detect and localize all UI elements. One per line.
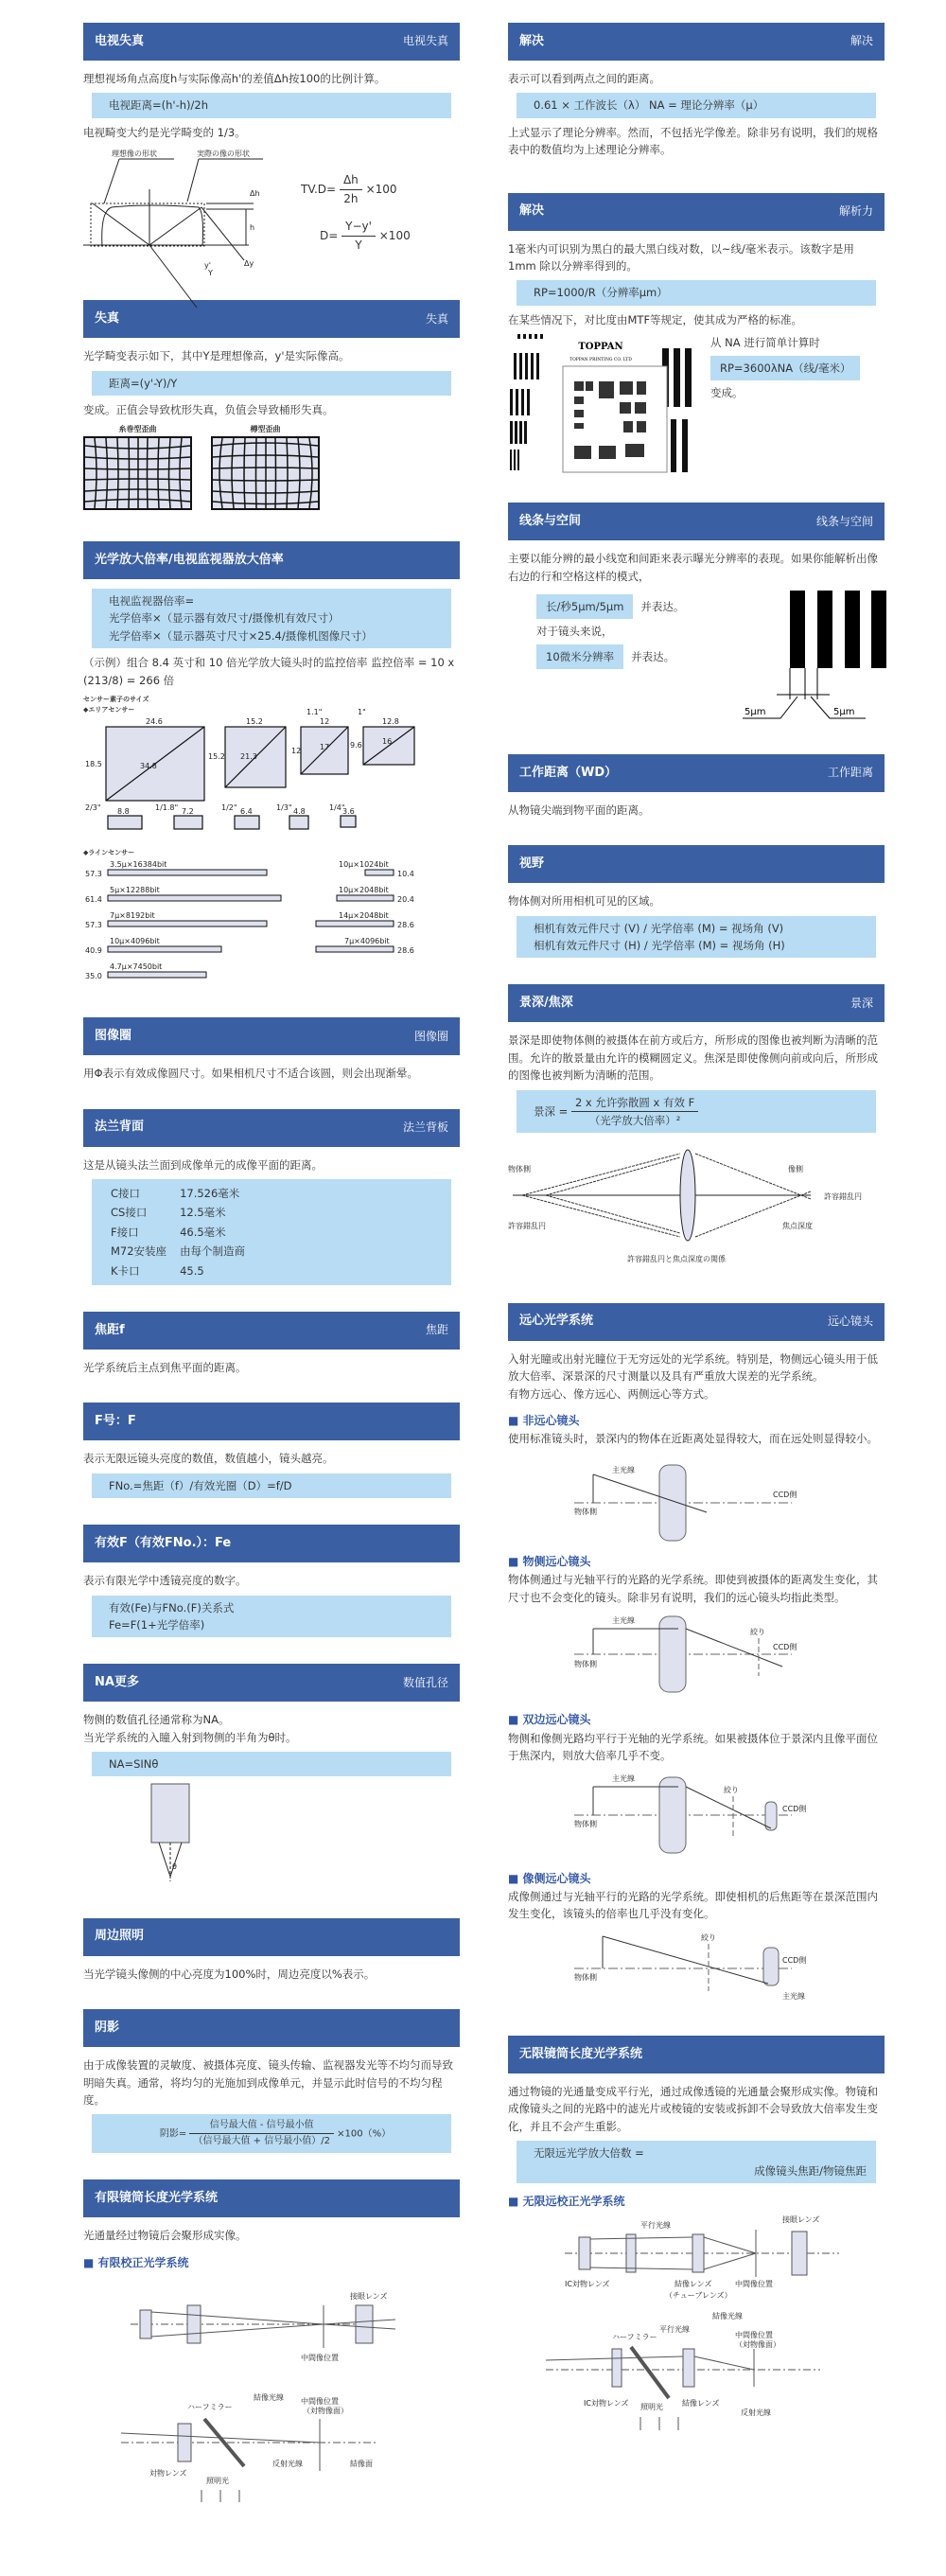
svg-text:7μ×8192bit: 7μ×8192bit: [110, 910, 155, 920]
svg-text:主光線: 主光線: [612, 1615, 635, 1625]
table-row: CS接口 12.5毫米: [111, 1206, 226, 1220]
section-header: 无限镜筒长度光学系统: [508, 2036, 885, 2073]
barrel-grid: [211, 436, 320, 510]
section-note: 电视畸变大约是光学畸变的 1/3。: [83, 125, 246, 139]
formula-box: 电视距离=(h'-h)/2h: [92, 93, 451, 117]
svg-text:15.2: 15.2: [208, 752, 225, 762]
section-header: 有限镜筒长度光学系统: [83, 2179, 460, 2217]
svg-text:実際の像の形状: 実際の像の形状: [197, 150, 250, 159]
svg-text:28.6: 28.6: [397, 945, 414, 955]
svg-text:主光線: 主光線: [612, 1465, 635, 1474]
area-sensor-label: ◆エリアセンサー: [83, 706, 135, 715]
section-effective-f: [83, 1525, 460, 1637]
svg-text:結像面: 結像面: [350, 2460, 373, 2469]
svg-text:3.6: 3.6: [342, 807, 355, 817]
formula-box: 距离=(y'-Y)/Y: [92, 371, 451, 396]
svg-text:ハーフミラー: ハーフミラー: [187, 2403, 233, 2412]
section-header: 法兰背面 法兰背板: [83, 1109, 460, 1147]
svg-text:物体側: 物体側: [574, 1659, 597, 1668]
svg-text:7.2: 7.2: [182, 807, 194, 817]
svg-text:物体側: 物体側: [574, 1972, 597, 1982]
svg-text:24.6: 24.6: [146, 717, 163, 727]
svg-text:Y: Y: [208, 269, 213, 278]
section-desc: 这是从镜头法兰面到成像单元的成像平面的距离。: [83, 1157, 323, 1172]
svg-text:（チューブレンズ）: （チューブレンズ）: [665, 2291, 732, 2301]
section-title: 电视失真: [95, 33, 145, 48]
svg-text:CCD側: CCD側: [773, 1642, 797, 1651]
line-sensor-label: ◆ラインセンサー: [83, 848, 135, 856]
svg-text:57.3: 57.3: [85, 920, 102, 929]
section-header: 有效F（有效FNo.）：Fe: [83, 1525, 460, 1562]
svg-text:反射光線: 反射光線: [741, 2408, 771, 2417]
svg-text:12.8: 12.8: [382, 717, 399, 727]
svg-text:1/4": 1/4": [329, 803, 345, 813]
formula-box: FNo.=焦距（f）/有效光圈（D）=f/D: [92, 1473, 451, 1498]
svg-text:接眼レンズ: 接眼レンズ: [782, 2215, 820, 2225]
section-header: 周边照明: [83, 1918, 460, 1956]
section-tag: 电视失真: [402, 34, 448, 48]
bilateral-telecentric-diagram: [508, 1770, 885, 1855]
section-flange-back: [83, 1109, 460, 1285]
section-title: 失真: [95, 310, 120, 326]
svg-text:中間像位置: 中間像位置: [735, 2280, 773, 2289]
section-header: NA更多 数值孔径: [83, 1664, 460, 1702]
svg-text:結像レンズ: 結像レンズ: [682, 2398, 720, 2408]
infinite-diagram-2: [508, 2311, 885, 2434]
section-desc: 由于成像装置的灵敏度、被摄体亮度、镜头传输、监视器发光等不均匀而导致明暗失真。通常，将均匀的光施加到成像单元，并显示此时信号的不均匀程度。: [83, 2058, 453, 2108]
svg-text:理想像の形状: 理想像の形状: [112, 150, 157, 159]
section-header: 阴影: [83, 2009, 460, 2047]
line-sensor-diagram: [83, 858, 460, 986]
section-desc: 物侧的数值孔径通常称为NA。 当光学系统的入瞳入射到物侧的半角为θ时。: [83, 1713, 297, 1744]
svg-text:像側: 像側: [788, 1165, 803, 1174]
svg-text:4.8: 4.8: [293, 807, 306, 817]
svg-text:h: h: [250, 223, 255, 233]
section-tag: 失真: [425, 311, 448, 326]
section-desc: 用Φ表示有效成像圆尺寸。如果相机尺寸不适合该圆，则会出现渐晕。: [83, 1067, 419, 1081]
finite-diagram-2: [83, 2391, 460, 2504]
section-magnification: [83, 541, 460, 991]
svg-text:1/1.8": 1/1.8": [155, 803, 179, 813]
svg-text:主光線: 主光線: [612, 1774, 635, 1784]
svg-text:中間像位置: 中間像位置: [301, 2354, 339, 2363]
section-header: [83, 300, 460, 338]
section-infinite: 无限镜筒长度光学系统 通过物镜的光通量变成平行光，通过成像透镜的光通量会聚形成实像。物镜和成像镜头之间的光路中的滤光片或棱镜的安装或拆卸不会导致放大倍率发生变化，并且不会产生重影。 无限远光学放大倍数 = 成像镜头焦距/物镜焦距 ■ 无限远校正光学系统 平行光線 接眼レンズ IC対物レンズ 結像レンズ （チューブレンズ） 中間像位置 結像光線 平行光線 ハーフミラー 中間像位置 （対物像面） IC対物レンズ 照明光 結像レンズ 反射光線: [508, 2036, 885, 2439]
tv-distortion-figure: [83, 147, 460, 279]
section-desc: 光学系统后主点到焦平面的距离。: [83, 1360, 247, 1374]
svg-text:28.6: 28.6: [397, 920, 414, 929]
formula-box: 阴影= $\frac{\text{信号最大值 - 信号最小值}}{\text{（信号最大值 + 信号最小值）/2}}$ ×100（%）: [92, 2114, 451, 2153]
svg-text:3.5μ×16384bit: 3.5μ×16384bit: [110, 859, 167, 869]
svg-text:7μ×4096bit: 7μ×4096bit: [344, 936, 390, 945]
svg-text:中間像位置: 中間像位置: [301, 2397, 339, 2407]
sub-heading: ■ 有限校正光学系统: [83, 2254, 460, 2272]
tv-distortion-diagram: [83, 147, 282, 279]
sensor-size-label: センサー素子のサイズ: [83, 695, 149, 703]
mount-table: [109, 1183, 258, 1281]
svg-text:中間像位置: 中間像位置: [735, 2330, 773, 2339]
svg-text:y': y': [204, 261, 211, 271]
svg-text:14μ×2048bit: 14μ×2048bit: [339, 910, 389, 920]
section-shading: [83, 2009, 460, 2153]
table-row: F接口 46.5毫米: [111, 1225, 226, 1239]
svg-text:結像光線: 結像光線: [712, 2311, 743, 2320]
svg-text:絞り: 絞り: [724, 1786, 739, 1795]
svg-text:CCD側: CCD側: [782, 1805, 807, 1814]
table-row: M72安装座 由每个制造商: [111, 1244, 246, 1259]
svg-text:18.5: 18.5: [85, 760, 102, 769]
svg-text:12: 12: [320, 717, 330, 727]
na-diagram: [131, 1782, 244, 1886]
svg-text:34.8: 34.8: [140, 762, 157, 771]
svg-text:（対物像面）: （対物像面）: [735, 2339, 780, 2349]
svg-text:結像光線: 結像光線: [254, 2393, 284, 2403]
table-row: K卡口 45.5: [111, 1263, 204, 1278]
section-image-circle: [83, 1017, 460, 1082]
section-header: [83, 23, 460, 61]
barrel-label: 樽型歪曲: [250, 425, 281, 434]
svg-text:1.1": 1.1": [307, 708, 323, 717]
section-header: 视野: [508, 845, 885, 883]
section-header: 工作距离（WD） 工作距离: [508, 754, 885, 792]
image-telecentric-diagram: [508, 1929, 885, 2004]
svg-text:12: 12: [291, 747, 302, 756]
formula-box: 电视监视器倍率= 光学倍率×（显示器有效尺寸/摄像机有效尺寸） 光学倍率×（显示器英寸尺寸×25.4/摄像机图像尺寸）: [92, 589, 451, 648]
section-resolving-power: 解决 解析力 1毫米内可识别为黑白的最大黑白线对数，以~线/毫米表示。该数字是用 1mm 除以分辨率得到的。 RP=1000/R（分辨率μm） 在某些情况下，对比度由MTF等规定，使其成为严格的标准。 TOPPAN TOPPAN PRINTING CO. LTD 从 NA 进行简单计算时 RP=3600λNA（线/毫米） 变成。: [508, 193, 885, 477]
section-header: 图像圈 图像圈: [83, 1017, 460, 1055]
mount-table-box: [92, 1179, 451, 1285]
svg-text:4.7μ×7450bit: 4.7μ×7450bit: [110, 962, 163, 971]
svg-text:16: 16: [382, 737, 393, 747]
section-header: 焦距f 焦距: [83, 1312, 460, 1350]
non-telecentric-diagram: [508, 1454, 885, 1539]
section-note: 变成。正值会导致枕形失真，负值会导致桶形失真。: [83, 402, 334, 416]
section-working-distance: 工作距离（WD） 工作距离 从物镜尖端到物平面的距离。: [508, 754, 885, 819]
line-space-body: 长/秒5μm/5μm 并表达。 对于镜头来说， 10微米分辨率 并表达。 5μm 5μm: [508, 591, 885, 728]
section-header: 解决 解决: [508, 23, 885, 61]
svg-text:Δh: Δh: [250, 189, 260, 199]
section-na: [83, 1664, 460, 1892]
section-header: F号：F: [83, 1403, 460, 1440]
svg-text:2/3": 2/3": [85, 803, 101, 813]
section-desc: 光学畸变表示如下，其中Y是理想像高，y'是实际像高。: [83, 349, 350, 363]
pincushion-label: 糸巻型歪曲: [118, 425, 157, 434]
svg-text:TOPPAN PRINTING CO. LTD: TOPPAN PRINTING CO. LTD: [569, 358, 632, 363]
distortion-grids: [83, 424, 460, 515]
section-title: 光学放大倍率/电视监视器放大倍率: [95, 552, 284, 567]
section-dof: 景深/焦深 景深 景深是即使物体侧的被摄体在前方或后方，所形成的图像也被判断为清晰的范围。允许的散景量由允许的模糊圆定义。焦深是即使像侧向前或向后，所形成的图像也被判断为清晰的范围。 景深 = $\frac{\text{2 x 允许弥散圆 x 有效 F}}{\text{（光学放大倍率）²}}$ 物体側 像側 許容錯乱円 許容錯乱円 焦点深度 許容錯乱円と焦点深度の関係: [508, 984, 885, 1276]
resolving-side: 从 NA 进行简单计算时 RP=3600λNA（线/毫米） 变成。: [707, 334, 885, 476]
line-space-diagram: [743, 591, 885, 728]
section-focal-length: [83, 1312, 460, 1376]
svg-text:9.6: 9.6: [350, 741, 362, 750]
section-desc: 理想视场角点高度h与实际像高h'的差值Δh按100的比例计算。: [83, 72, 386, 85]
pincushion-grid: [83, 436, 192, 510]
right-column: [508, 23, 885, 2465]
svg-text:絞り: 絞り: [750, 1627, 765, 1636]
section-resolution: 解决 解决 表示可以看到两点之间的距离。 0.61 × 工作波长（λ） NA = 理论分辨率（μ） 上式显示了理论分辨率。然而，不包括光学像差。除非另有说明，我们的规格表中的数值均为上述理论分辨率。: [508, 23, 885, 159]
table-row: C接口 17.526毫米: [111, 1187, 240, 1201]
svg-text:17: 17: [320, 743, 330, 752]
svg-text:61.4: 61.4: [85, 894, 102, 904]
section-peripheral: [83, 1918, 460, 1983]
svg-text:許容錯乱円と焦点深度の関係: 許容錯乱円と焦点深度の関係: [627, 1255, 726, 1264]
section-header: 景深/焦深 景深: [508, 984, 885, 1022]
section-header: 远心光学系统 远心镜头: [508, 1303, 885, 1341]
svg-text:21.3: 21.3: [240, 752, 257, 762]
svg-text:5μ×12288bit: 5μ×12288bit: [110, 885, 160, 894]
svg-text:15.2: 15.2: [246, 717, 263, 727]
svg-text:35.0: 35.0: [85, 971, 102, 980]
svg-text:8.8: 8.8: [117, 807, 130, 817]
section-distortion: [83, 300, 460, 515]
svg-text:物体側: 物体側: [574, 1820, 597, 1829]
svg-text:57.3: 57.3: [85, 869, 102, 878]
svg-text:反射光線: 反射光線: [272, 2460, 303, 2469]
section-telecentric: 远心光学系统 远心镜头 入射光瞳或出射光瞳位于无穷远处的光学系统。特别是，物侧远心镜头用于低放大倍率、深景深的尺寸测量以及具有严重放大误差的光学系统。 有物方远心、像方远心、两侧远心等方式。 ■ 非远心镜头 使用标准镜头时，景深内的物体在近距离处显得较大，而在远处则显得较小。 主光線 CCD側 物体側 ■ 物侧远心镜头 物体侧通过与光轴平行的光路的光学系统。即使到被摄体的距离发生变化，其尺寸也不会变化的镜头。除非另有说明，我们的远心镜头均指此类型。 主光線 絞り CCD側 物体側 ■ 双边远心镜头 物侧和像侧光路均平行于光轴的光学系统。如果被摄体位于景深内且像平面位于焦深内，则放大倍率几乎不变。 主光線 絞り CCD側 物体側 ■ 像侧远心镜头 成像侧通过与光轴平行的光路的光学系统。即使相机的后焦距等在景深范围内发生变化，该镜头的倍率也几乎没有变化。 絞り CCD側 物体側 主光線: [508, 1303, 885, 2009]
toppan-chart: [508, 334, 707, 476]
svg-text:平行光線: 平行光線: [659, 2324, 690, 2334]
finite-diagram-1: [83, 2272, 460, 2386]
svg-text:照明光: 照明光: [206, 2477, 229, 2486]
section-desc: 表示无限远镜头亮度的数值，数值越小，镜头越亮。: [83, 1452, 334, 1466]
dof-diagram: [508, 1138, 885, 1271]
svg-text:物体側: 物体側: [508, 1165, 531, 1174]
svg-text:θ: θ: [172, 1862, 177, 1872]
svg-text:許容錯乱円: 許容錯乱円: [508, 1222, 546, 1231]
svg-text:平行光線: 平行光線: [640, 2221, 671, 2231]
section-line-space: 线条与空间 线条与空间 主要以能分辨的最小线宽和间距来表示曝光分辨率的表现。如果你能解析出像右边的行和空格这样的模式， 长/秒5μm/5μm 并表达。 对于镜头来说， 10微米分辨率 并表达。 5μm 5μm: [508, 503, 885, 728]
svg-text:10μ×4096bit: 10μ×4096bit: [110, 936, 160, 945]
svg-text:接眼レンズ: 接眼レンズ: [350, 2292, 388, 2302]
section-desc: 当光学镜头像侧的中心亮度为100%时，周边亮度以%表示。: [83, 1967, 376, 1981]
section-finite: [83, 2179, 460, 2509]
svg-text:CCD側: CCD側: [782, 1955, 807, 1965]
section-f-number: [83, 1403, 460, 1498]
section-desc: 光通量经过物镜后会聚形成实像。: [83, 2229, 247, 2243]
svg-text:1/3": 1/3": [276, 803, 292, 813]
tv-distortion-equations: TV.D= $\frac{\Delta h}{2h}$ ×100 D= $\frac{Y-y'}{Y}$ ×100: [301, 172, 411, 253]
svg-text:Δy: Δy: [244, 259, 254, 269]
left-column: [83, 23, 460, 2536]
svg-text:（対物像面）: （対物像面）: [303, 2407, 348, 2416]
section-header: 解决 解析力: [508, 193, 885, 231]
svg-text:6.4: 6.4: [240, 807, 253, 817]
svg-text:5μm: 5μm: [745, 706, 766, 717]
svg-text:焦点深度: 焦点深度: [782, 1222, 813, 1231]
formula-box: NA=SINθ: [92, 1752, 451, 1776]
svg-text:対物レンズ: 対物レンズ: [149, 2469, 187, 2479]
svg-text:CCD側: CCD側: [773, 1490, 797, 1499]
svg-text:主光線: 主光線: [782, 1991, 805, 2001]
section-header: 线条与空间 线条与空间: [508, 503, 885, 540]
resolution-chart-row: [508, 334, 885, 476]
section-desc: 表示有限光学中透镜亮度的数字。: [83, 1574, 247, 1588]
infinite-diagram-1: [508, 2211, 885, 2305]
svg-text:絞り: 絞り: [701, 1932, 716, 1942]
svg-text:10μ×2048bit: 10μ×2048bit: [339, 885, 389, 894]
svg-text:結像レンズ: 結像レンズ: [674, 2280, 712, 2289]
svg-text:IC対物レンズ: IC対物レンズ: [584, 2398, 629, 2408]
svg-text:許容錯乱円: 許容錯乱円: [824, 1192, 862, 1202]
svg-text:20.4: 20.4: [397, 894, 414, 904]
example-text: （示例）组合 8.4 英寸和 10 倍光学放大镜头时的监控倍率 监控倍率 = 10 x (213/8) = 266 倍: [83, 656, 455, 687]
svg-text:10μ×1024bit: 10μ×1024bit: [339, 859, 389, 869]
object-telecentric-diagram: [508, 1612, 885, 1697]
svg-text:物体側: 物体側: [574, 1507, 597, 1516]
formula-box: 有效(Fe)与FNo.(F)关系式 Fe=F(1+光学倍率): [92, 1596, 451, 1638]
svg-text:10.4: 10.4: [397, 869, 414, 878]
svg-text:TOPPAN: TOPPAN: [578, 342, 623, 353]
svg-text:1": 1": [358, 708, 366, 717]
svg-text:照明光: 照明光: [640, 2402, 663, 2411]
section-tv-distortion: [83, 23, 460, 279]
section-header: [83, 541, 460, 579]
svg-text:ハーフミラー: ハーフミラー: [612, 2332, 657, 2341]
svg-text:5μm: 5μm: [833, 706, 855, 717]
section-fov: 视野 物体侧对所用相机可见的区域。 相机有效元件尺寸 (V) / 光学倍率 (M) = 视场角 (V) 相机有效元件尺寸 (H) / 光学倍率 (M) = 视场角 (H): [508, 845, 885, 958]
svg-text:IC対物レンズ: IC対物レンズ: [565, 2280, 610, 2289]
svg-text:40.9: 40.9: [85, 945, 102, 955]
svg-text:1/2": 1/2": [221, 803, 237, 813]
